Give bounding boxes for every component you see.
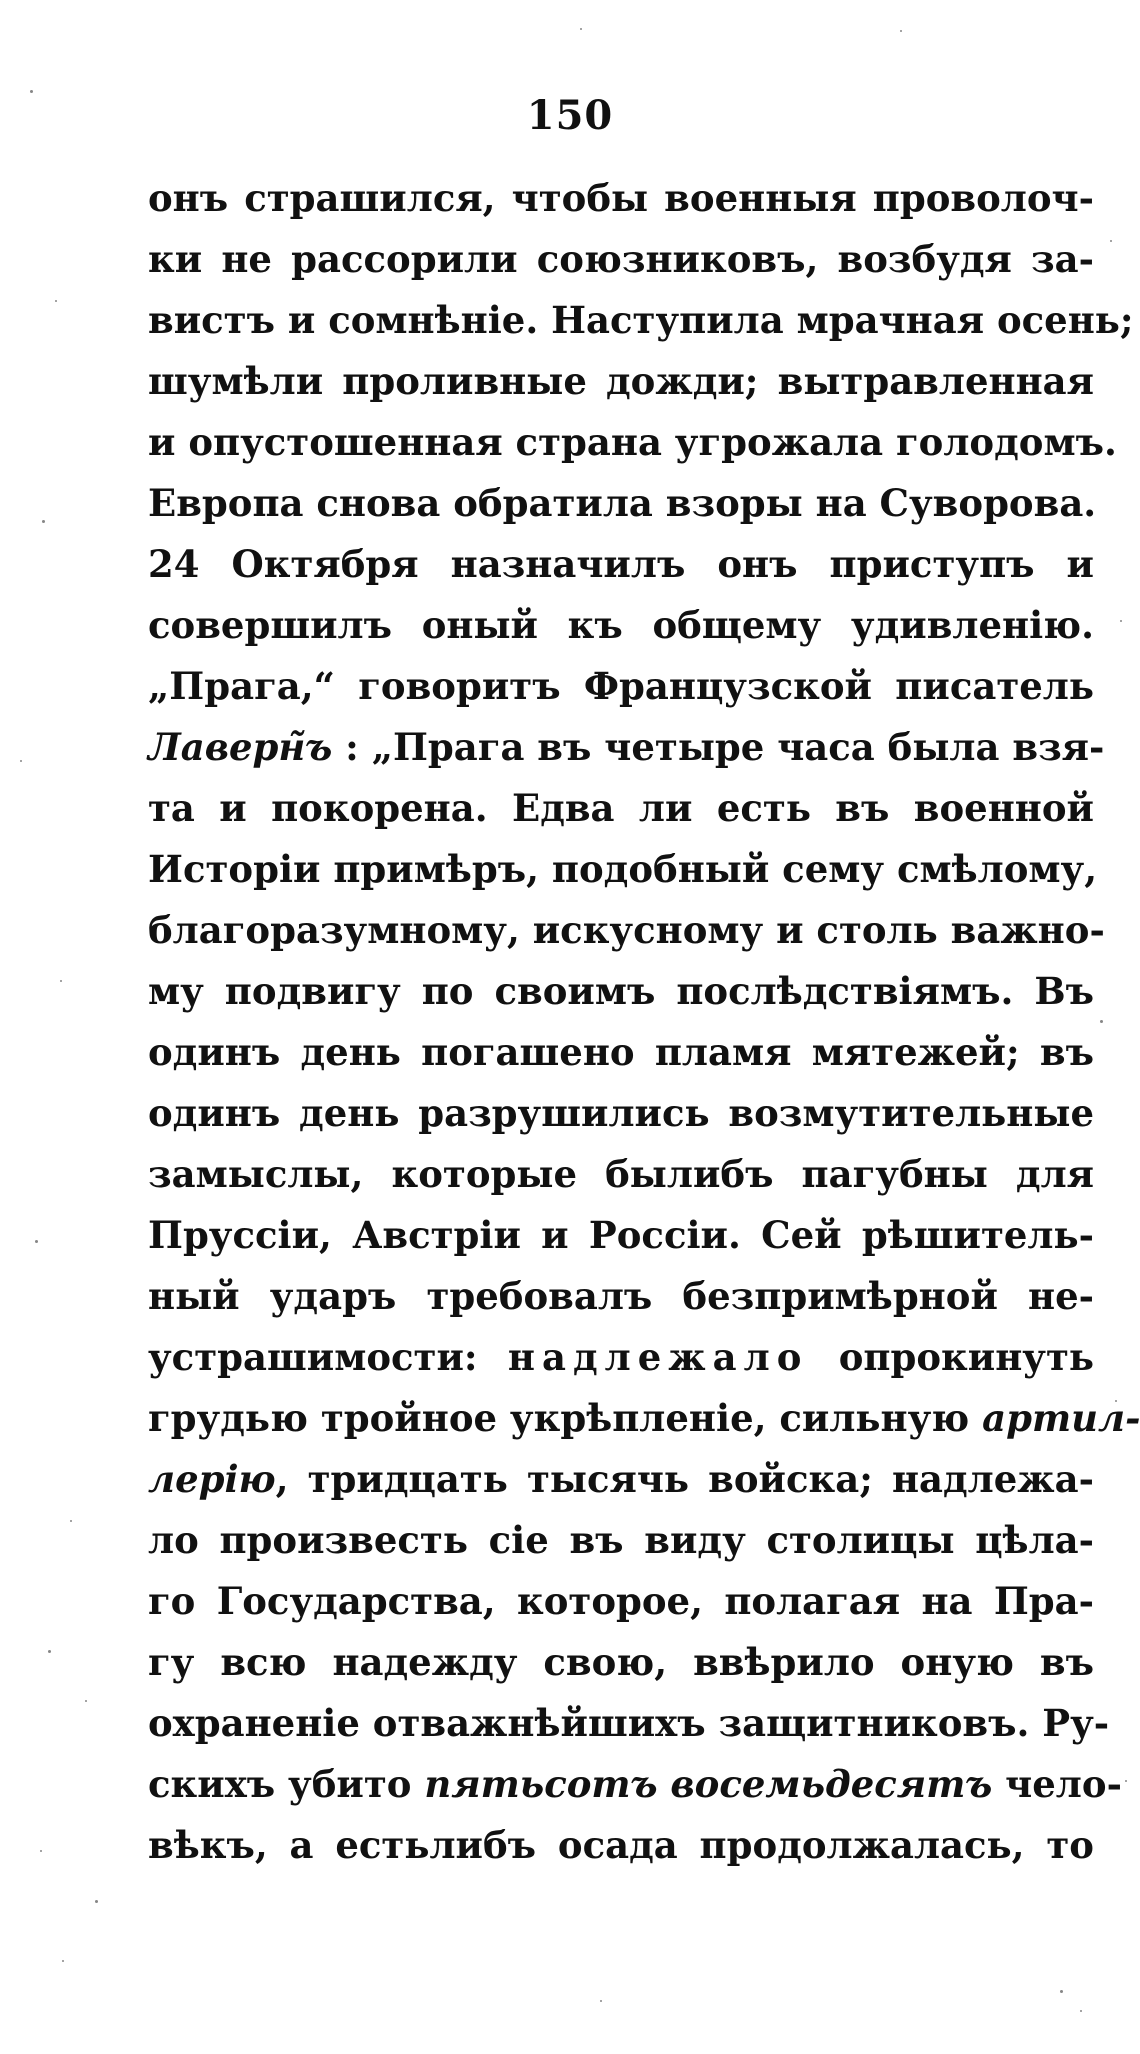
text-run: „Прага,“ говоритъ Французской писатель [148,664,1094,708]
body-text [148,168,1140,1876]
text-run: благоразумному, искусному и столь важно- [148,908,1105,952]
paper-speck [48,1650,51,1653]
text-run: Пруссіи, Австріи и Россіи. Сей рѣшитель- [148,1213,1094,1257]
text-run: вистъ и сомнѣніе. Наступила мрачная осень; [148,298,1134,342]
text-run: му подвигу по своимъ послѣдствіямъ. Въ [148,969,1094,1013]
text-run: и опустошенная страна угрожала голодомъ. [148,420,1117,464]
italic-text: пятьсотъ восемьдесятъ [424,1762,993,1806]
text-line [148,473,1097,534]
text-run: охраненіе отважнѣйшихъ защитниковъ. Ру- [148,1701,1110,1745]
italic-text: Лаверн̃ъ [148,725,333,769]
text-line [148,717,1105,778]
paper-speck [1100,1020,1103,1023]
text-line [148,229,1094,290]
text-run: чело- [992,1762,1122,1806]
text-line [148,1266,1094,1327]
text-line [148,1388,1140,1449]
paper-speck [1120,620,1122,622]
text-run: та и покорена. Едва ли есть въ военной [148,786,1094,830]
paper-speck [42,520,45,523]
text-line [148,1327,1094,1388]
text-line [148,534,1094,595]
text-line [148,1083,1094,1144]
text-run: , тридцать тысячь войска; надлежа- [275,1457,1094,1501]
paper-speck [62,1960,64,1962]
text-run: замыслы, которые былибъ пагубны для [148,1152,1094,1196]
text-run: ки не рассорили союзниковъ, возбудя за- [148,237,1094,281]
text-line [148,839,1098,900]
text-line [148,168,1094,229]
paper-speck [1080,2010,1082,2012]
italic-text: артил- [982,1396,1140,1440]
text-line [148,1815,1094,1876]
paper-speck [60,980,62,982]
paper-speck [1125,1780,1127,1782]
text-run: Европа снова обратила взоры на Суворова. [148,481,1097,525]
paper-speck [580,28,582,30]
text-run: онъ страшился, чтобы военныя проволоч- [148,176,1094,220]
text-run: вѣкъ, а естьлибъ осада продолжалась, то [148,1823,1094,1867]
text-line [148,778,1094,839]
text-line [148,1632,1094,1693]
paper-speck [600,2000,602,2002]
spaced-text: надлежало [507,1335,809,1379]
text-run: устрашимости: [148,1335,508,1379]
text-line [148,412,1117,473]
text-run: го Государства, которое, полагая на Пра- [148,1579,1094,1623]
text-run: ный ударъ требовалъ безпримѣрной не- [148,1274,1094,1318]
text-run: опрокинуть [808,1335,1094,1379]
text-line [148,351,1094,412]
text-run: гу всю надежду свою, ввѣрило оную въ [148,1640,1094,1684]
text-line [148,1022,1094,1083]
text-line [148,1144,1094,1205]
text-line [148,961,1094,1022]
text-line [148,1754,1122,1815]
text-line [148,656,1094,717]
text-line [148,1205,1094,1266]
paper-speck [55,300,57,302]
text-run: Исторіи примѣръ, подобный сему смѣлому, [148,847,1098,891]
paper-speck [20,760,22,762]
text-line [148,1449,1094,1510]
paper-speck [95,1900,98,1903]
text-line [148,1693,1110,1754]
text-run: : „Прага въ четыре часа была взя- [332,725,1105,769]
text-line [148,595,1094,656]
text-run: грудью тройное укрѣпленіе, сильную [148,1396,983,1440]
text-run: 24 Октября назначилъ онъ приступъ и [148,542,1094,586]
text-line [148,1510,1094,1571]
paper-speck [70,1520,72,1522]
paper-speck [85,1700,87,1702]
text-line [148,290,1134,351]
page-number: 150 [526,92,614,139]
paper-speck [1060,1990,1063,1993]
text-run: ло произвесть сіе въ виду столицы цѣла- [148,1518,1094,1562]
paper-speck [40,1850,42,1852]
text-run: шумѣли проливные дожди; вытравленная [148,359,1094,403]
text-run: одинъ день погашено пламя мятежей; въ [148,1030,1094,1074]
text-run: скихъ убито [148,1762,425,1806]
paper-speck [1110,240,1112,242]
paper-speck [35,1240,38,1243]
paper-speck [900,30,902,32]
text-line [148,900,1105,961]
text-run: одинъ день разрушились возмутительные [148,1091,1094,1135]
text-line [148,1571,1094,1632]
italic-text: лерію [148,1457,276,1501]
text-run: совершилъ оный къ общему удивленію. [148,603,1094,647]
